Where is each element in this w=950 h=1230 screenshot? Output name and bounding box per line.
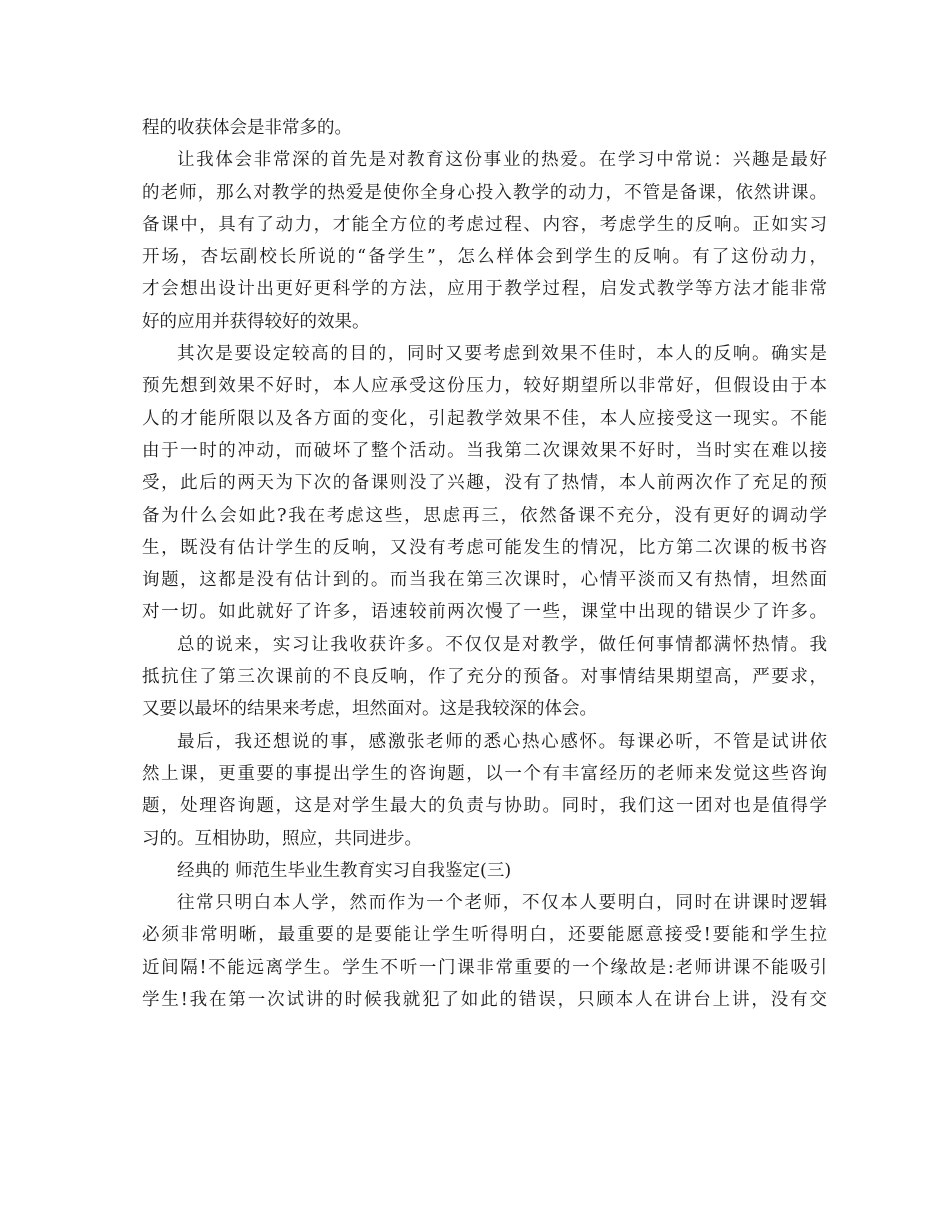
text-line: 学生!我在第一次试讲的时候我就犯了如此的错误，只顾本人在讲台上讲，没有交 — [142, 990, 827, 1011]
text-line: 又要以最坏的结果来考虑，坦然面对。这是我较深的体会。 — [142, 699, 597, 720]
text-line: 抵抗住了第三次课前的不良反响，作了充分的预备。对事情结果期望高，严要求， — [142, 667, 827, 688]
text-line: 询题，这都是没有估计到的。而当我在第三次课时，心情平淡而又有热情，坦然面 — [142, 570, 827, 591]
text-line: 总的说来，实习让我收获许多。不仅仅是对教学，做任何事情都满怀热情。我 — [177, 634, 827, 655]
text-line: 近间隔!不能远离学生。学生不听一门课非常重要的一个缘故是:老师讲课不能吸引 — [142, 957, 827, 978]
text-line: 必须非常明晰，最重要的是要能让学生听得明白，还要能愿意接受!要能和学生拉 — [142, 925, 827, 946]
text-line: 习的。互相协助，照应，共同进步。 — [142, 828, 422, 849]
text-line: 备为什么会如此?我在考虑这些，思虑再三，依然备课不充分，没有更好的调动学 — [142, 505, 827, 526]
text-line: 其次是要设定较高的目的，同时又要考虑到效果不佳时，本人的反响。确实是 — [177, 344, 827, 365]
text-line: 人的才能所限以及各方面的变化，引起教学效果不佳，本人应接受这一现实。不能 — [142, 408, 827, 429]
text-line: 让我体会非常深的首先是对教育这份事业的热爱。在学习中常说：兴趣是最好 — [177, 150, 827, 171]
text-line: 生，既没有估计学生的反响，又没有考虑可能发生的情况，比方第二次课的板书咨 — [142, 537, 827, 558]
text-line: 才会想出设计出更好更科学的方法，应用于教学过程，启发式教学等方法才能非常 — [142, 279, 827, 300]
text-line: 对一切。如此就好了许多，语速较前两次慢了一些，课堂中出现的错误少了许多。 — [142, 602, 827, 623]
text-line: 受，此后的两天为下次的备课则没了兴趣，没有了热情，本人前两次作了充足的预 — [142, 473, 827, 494]
text-line: 开场，杏坛副校长所说的“备学生”，怎么样体会到学生的反响。有了这份动力， — [142, 247, 827, 268]
text-line: 题，处理咨询题，这是对学生最大的负责与协助。同时，我们这一团对也是值得学 — [142, 796, 827, 817]
text-line: 预先想到效果不好时，本人应承受这份压力，较好期望所以非常好，但假设由于本 — [142, 376, 827, 397]
text-line: 程的收获体会是非常多的。 — [142, 118, 352, 138]
text-line: 由于一时的冲动，而破坏了整个活动。当我第二次课效果不好时，当时实在难以接 — [142, 440, 827, 461]
text-line: 最后，我还想说的事，感激张老师的悉心热心感怀。每课必听，不管是试讲依 — [177, 731, 827, 752]
text-line: 经典的 师范生毕业生教育实习自我鉴定(三) — [177, 860, 512, 881]
text-line: 往常只明白本人学，然而作为一个老师，不仅本人要明白，同时在讲课时逻辑 — [177, 893, 827, 914]
text-line: 好的应用并获得较好的效果。 — [142, 311, 370, 332]
text-line: 的老师，那么对教学的热爱是使你全身心投入教学的动力，不管是备课，依然讲课。 — [142, 182, 827, 203]
text-line: 然上课，更重要的事提出学生的咨询题，以一个有丰富经历的老师来发觉这些咨询 — [142, 763, 827, 784]
document-body — [142, 112, 827, 1016]
text-line: 备课中，具有了动力，才能全方位的考虑过程、内容，考虑学生的反响。正如实习 — [142, 214, 827, 235]
